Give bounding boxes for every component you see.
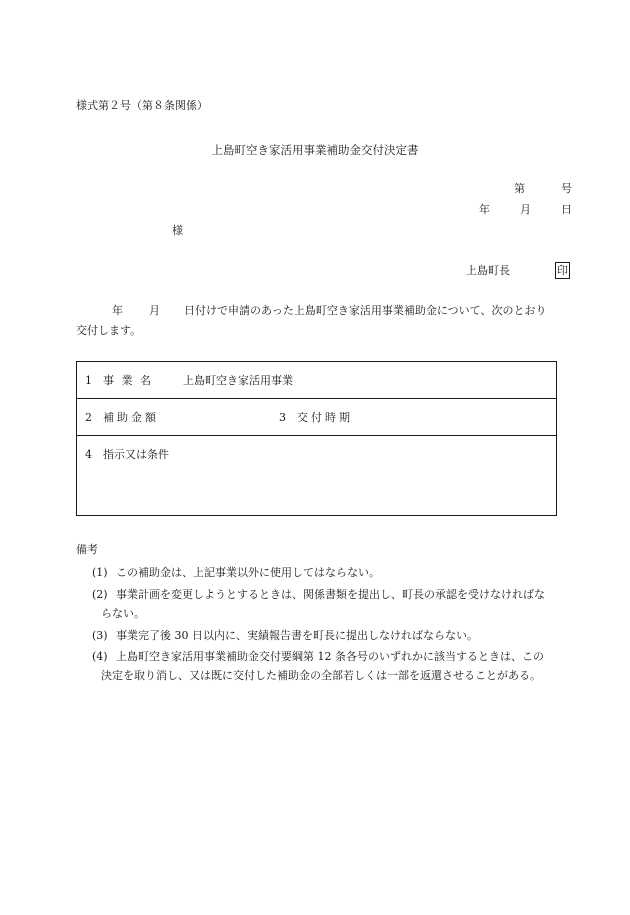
remark-1-text: この補助金は、上記事業以外に使用してはならない。: [116, 566, 380, 579]
remark-item-1: [92, 566, 380, 580]
row2-number: 2: [85, 410, 92, 424]
row2-number-2: 3: [279, 410, 286, 424]
issue-date: [479, 203, 572, 217]
amount-cell: [77, 399, 557, 436]
project-name-cell: [77, 362, 557, 399]
date-day: 日: [561, 203, 572, 216]
details-table: [76, 361, 557, 516]
remark-4-text: 上島町空き家活用事業補助金交付要綱第 12 条各号のいずれかに該当するときは、この: [116, 650, 544, 663]
number-go: 号: [561, 182, 572, 195]
remarks-heading: 備考: [76, 543, 98, 556]
number-dai: 第: [514, 182, 525, 195]
issuer-name: 上島町長: [466, 264, 510, 277]
date-month: 月: [520, 203, 531, 216]
row3-number: 4: [85, 447, 92, 461]
body-year: 年: [112, 304, 123, 317]
remark-3-text: 事業完了後 30 日以内に、実績報告書を町長に提出しなければならない。: [116, 629, 478, 642]
document-number: [514, 182, 572, 196]
row1-label: 事 業 名: [103, 374, 153, 387]
remark-item-4: [92, 650, 544, 664]
remark-item-2: [92, 588, 545, 602]
row1-number: 1: [85, 373, 92, 387]
remark-3-number: (3): [92, 629, 108, 642]
document-title: 上島町空き家活用事業補助金交付決定書: [211, 143, 419, 157]
remark-item-3: [92, 629, 478, 643]
seal-mark: 印: [557, 264, 568, 277]
remark-2-continuation: らない。: [101, 607, 145, 620]
row3-label: 指示又は条件: [103, 448, 169, 461]
remark-4-number: (4): [92, 650, 108, 663]
body-text-line-1: [112, 304, 546, 318]
remark-1-number: (1): [92, 566, 108, 579]
remark-4-continuation: 決定を取り消し、又は既に交付した補助金の全部若しくは一部を返還させることがある。: [101, 669, 541, 682]
form-number: 様式第２号（第８条関係）: [76, 99, 208, 112]
body-month: 月: [149, 304, 160, 317]
conditions-cell: [77, 436, 557, 516]
table-row-project-name: [77, 362, 557, 399]
row2-label-2: 交付時期: [297, 411, 353, 424]
table-row-amount: [77, 399, 557, 436]
remark-2-number: (2): [92, 588, 108, 601]
date-year: 年: [479, 203, 490, 216]
body-text-line-2: 交付します。: [76, 324, 142, 337]
remark-2-text: 事業計画を変更しようとするときは、関係書類を提出し、町長の承認を受けなければな: [116, 588, 545, 601]
row2-label: 補助金額: [103, 411, 159, 424]
row1-value: 上島町空き家活用事業: [183, 374, 293, 387]
recipient-honorific: 様: [172, 224, 183, 237]
body-line1-rest: 日付けで申請のあった上島町空き家活用事業補助金について、次のとおり: [184, 304, 547, 317]
table-row-conditions: [77, 436, 557, 516]
